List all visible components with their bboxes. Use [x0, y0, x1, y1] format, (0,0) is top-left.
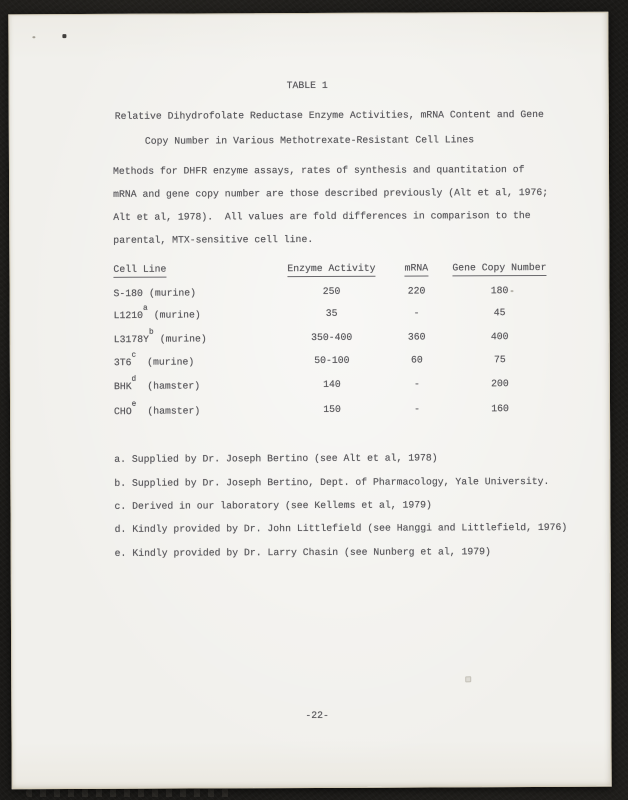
- mrna-value: 360: [407, 331, 426, 343]
- cell-line: BHK$^d$(hamster): [113, 375, 201, 393]
- intro-line: mRNA and gene copy number are those described previously (Alt et al, 1976;: [113, 186, 549, 200]
- species: (hamster): [147, 380, 201, 392]
- table-row: [11, 400, 609, 423]
- header-mrna: mRNA: [381, 263, 451, 273]
- document-page: [8, 12, 611, 790]
- table-row: [11, 375, 609, 398]
- table-header-row: [10, 263, 608, 282]
- gene-copy-value: 45: [493, 307, 506, 319]
- gene-copy-value: 75: [493, 354, 506, 366]
- mrna-value: 60: [410, 354, 423, 366]
- enzyme-activity-value: 150: [323, 403, 341, 415]
- table-label: TABLE 1: [286, 79, 328, 92]
- footnote-a: a. Supplied by Dr. Joseph Bertino (see Alt et al, 1978): [114, 452, 438, 465]
- enzyme-activity-value: 250: [322, 285, 341, 297]
- table-row: [11, 286, 609, 305]
- mrna-value: -: [414, 403, 420, 415]
- gene-copy-value: 400: [490, 331, 509, 343]
- mrna-value: -: [413, 378, 420, 390]
- footnote-marker: d: [131, 375, 137, 384]
- gene-copy-value: 180: [490, 285, 509, 297]
- paper-speck: [32, 36, 35, 38]
- cell-line: CHO$^e$(hamster): [114, 400, 201, 418]
- scanner-mat-texture: [26, 789, 236, 797]
- intro-line: parental, MTX-sensitive cell line.: [113, 233, 314, 246]
- footnote-marker: c: [131, 351, 137, 360]
- species: (hamster): [147, 405, 201, 417]
- species: (murine): [153, 309, 201, 321]
- paper-speck: [465, 676, 471, 682]
- intro-line: Methods for DHFR enzyme assays, rates of synthesis and quantitation of: [112, 164, 525, 177]
- enzyme-activity-value: 350-400: [311, 331, 353, 343]
- footnote-d: d. Kindly provided by Dr. John Littlefield (see Hanggi and Littlefield, 1976): [114, 521, 568, 535]
- enzyme-activity-value: 50-100: [314, 354, 350, 366]
- header-cell-line: Cell Line: [113, 265, 166, 275]
- table-row: [11, 328, 609, 351]
- footnote-marker: b: [148, 328, 154, 337]
- species: (murine): [147, 356, 195, 368]
- page-number: -22-: [305, 709, 329, 722]
- table-title-line-2: Copy Number in Various Methotrexate-Resistant Cell Lines: [144, 134, 475, 147]
- footnote-e: e. Kindly provided by Dr. Larry Chasin (see Nunberg et al, 1979): [114, 546, 491, 559]
- enzyme-activity-value: 140: [323, 378, 341, 390]
- mrna-value: -: [413, 307, 420, 319]
- footnote-marker: e: [131, 400, 137, 409]
- table-row: [11, 351, 609, 374]
- cell-line: 3T6$^c$(murine): [113, 351, 195, 369]
- mrna-value: 220: [407, 285, 426, 297]
- cell-line: S-180 (murine): [113, 287, 197, 300]
- paper-speck: [62, 34, 66, 38]
- gene-copy-value: 160: [491, 403, 509, 415]
- header-enzyme-activity: Enzyme Activity: [261, 264, 401, 274]
- cell-line: $L3178Y^b(murine)$: [113, 328, 207, 346]
- table-title-line-1: Relative Dihydrofolate Reductase Enzyme Activities, mRNA Content and Gene: [114, 108, 544, 122]
- footnote-marker: a: [142, 304, 148, 313]
- gene-copy-value: 200: [491, 378, 509, 390]
- enzyme-activity-value: 35: [325, 307, 338, 319]
- cell-line: L1210$^a$(murine): [113, 304, 201, 322]
- header-gene-copy-number: Gene Copy Number: [429, 263, 569, 273]
- footnote-c: c. Derived in our laboratory (see Kellems et al, 1979): [114, 499, 432, 512]
- species: (murine): [159, 333, 207, 345]
- footnote-b: b. Supplied by Dr. Joseph Bertino, Dept. of Pharmacology, Yale University.: [114, 475, 550, 489]
- intro-line: Alt et al, 1978). All values are fold differences in comparison to the: [113, 210, 531, 223]
- table-row: [11, 304, 609, 327]
- species: (murine): [148, 287, 197, 299]
